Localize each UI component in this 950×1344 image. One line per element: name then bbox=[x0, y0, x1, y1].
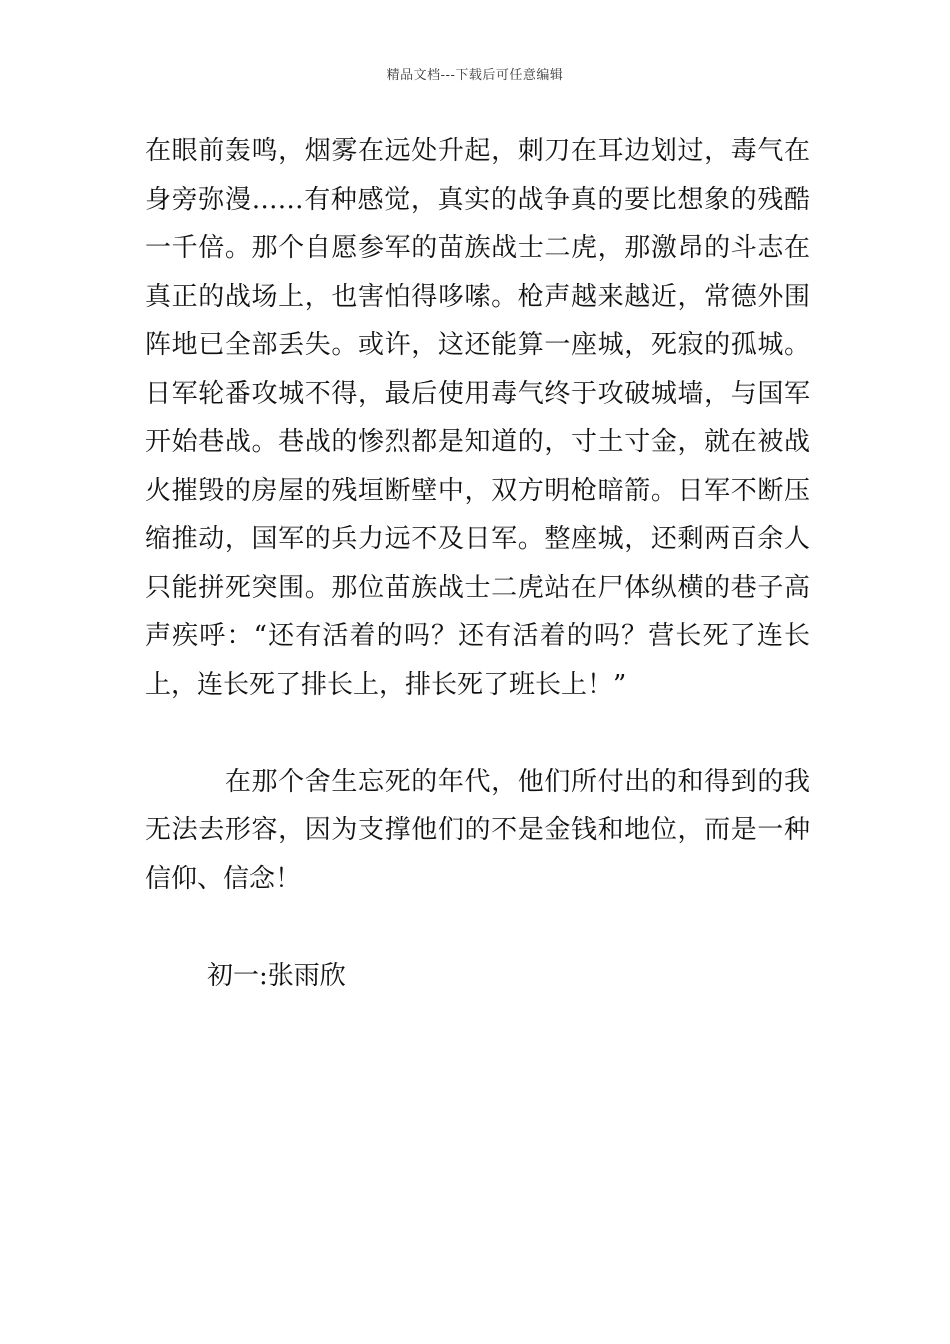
text-line: 信仰、信念！ bbox=[145, 863, 302, 894]
paragraph-gap bbox=[145, 709, 810, 758]
text-line: 无法去形容，因为支撑他们的不是金钱和地位，而是一种 bbox=[145, 815, 810, 845]
text-line: 日军轮番攻城不得，最后使用毒气终于攻破城墙，与国军 bbox=[145, 378, 810, 409]
text-line: 上，连长死了排长上，排长死了班长上！” bbox=[145, 669, 627, 700]
text-line: 缩推动，国军的兵力远不及日军。整座城，还剩两百余人 bbox=[145, 524, 810, 554]
text-line: 一千倍。那个自愿参军的苗族战士二虎，那激昂的斗志在 bbox=[145, 233, 810, 263]
paragraph-1 bbox=[145, 127, 810, 709]
author-signature: 初一:张雨欣 bbox=[207, 960, 346, 991]
text-line: 在那个舍生忘死的年代，他们所付出的和得到的我 bbox=[145, 766, 810, 797]
paragraph-2 bbox=[145, 758, 810, 904]
text-line: 火摧毁的房屋的残垣断壁中，双方明枪暗箭。日军不断压 bbox=[145, 475, 810, 506]
text-line: 真正的战场上，也害怕得哆嗦。枪声越来越近，常德外围 bbox=[145, 281, 810, 312]
paragraph-gap bbox=[145, 903, 810, 952]
text-line: 只能拼死突围。那位苗族战士二虎站在尸体纵横的巷子高 bbox=[145, 572, 810, 603]
page-header: 精品文档---下载后可任意编辑 bbox=[386, 68, 564, 83]
text-line: 声疾呼：“还有活着的吗？还有活着的吗？营长死了连长 bbox=[145, 621, 810, 651]
text-line: 在眼前轰鸣，烟雾在远处升起，刺刀在耳边划过，毒气在 bbox=[145, 136, 810, 166]
text-line: 身旁弥漫……有种感觉，真实的战争真的要比想象的残酷 bbox=[145, 184, 810, 215]
text-line: 阵地已全部丢失。或许，这还能算一座城，死寂的孤城。 bbox=[145, 330, 810, 360]
essay-body bbox=[145, 127, 810, 1000]
text-line: 开始巷战。巷战的惨烈都是知道的，寸土寸金，就在被战 bbox=[145, 427, 810, 457]
